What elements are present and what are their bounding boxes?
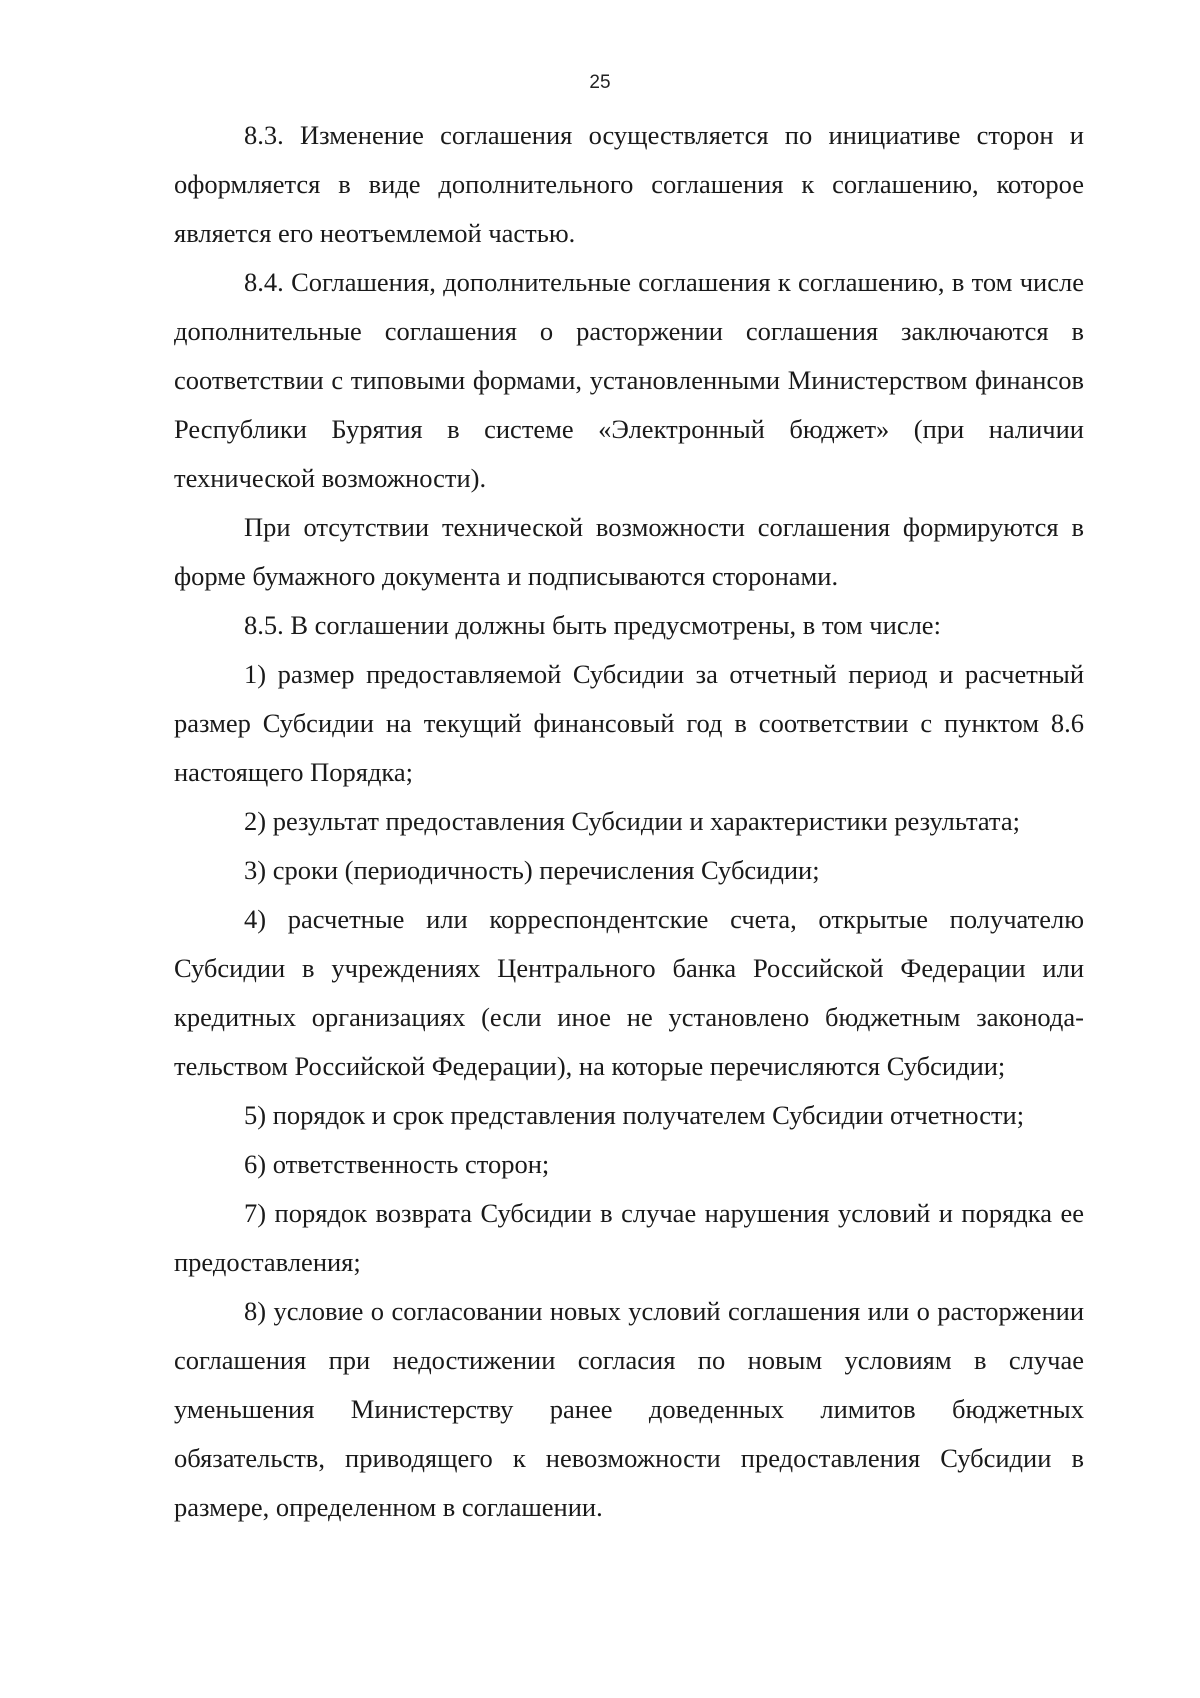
paragraph-8-4: 8.4. Соглашения, дополнительные соглашения к соглашению, в том числе дополнительные соглашения о расторжении соглашения заключаются в соответствии с типовыми формами, установленными Министерством финансов Республики Бурятия в системе «Электронный бюджет» (при наличии технической возможности).: [174, 267, 1084, 493]
list-item-6: 6) ответственность сторон;: [244, 1149, 550, 1179]
list-item-2: 2) результат предоставления Субсидии и характеристики результата;: [244, 806, 1020, 836]
paragraph-8-3: 8.3. Изменение соглашения осуществляется по инициативе сторон и оформляется в виде дополнительного соглашения к соглашению, которое является его неотъемлемой частью.: [174, 120, 1084, 248]
list-item-7: 7) порядок возврата Субсидии в случае нарушения условий и порядка ее предоставления;: [174, 1198, 1084, 1277]
paragraph-no-technical-possibility: При отсутствии технической возможности соглашения формируются в форме бумажного документа и подписываются сторонами.: [174, 512, 1084, 591]
list-item-4: 4) расчетные или корреспондентские счета, открытые получателю Субсидии в учреждениях Центрального банка Российской Федерации или кредитных организациях (если иное не установлено бюджетным законодательством Российской Федерации), на которые перечисляются Субсидии;: [174, 904, 1084, 1081]
document-body: [174, 111, 1084, 1532]
list-item-3: 3) сроки (периодичность) перечисления Субсидии;: [244, 855, 820, 885]
list-item-5: 5) порядок и срок представления получателем Субсидии отчетности;: [244, 1100, 1025, 1130]
paragraph-8-5: 8.5. В соглашении должны быть предусмотрены, в том числе:: [244, 610, 941, 640]
page-number: 25: [589, 72, 611, 93]
list-item-1: 1) размер предоставляемой Субсидии за отчетный период и расчетный размер Субсидии на текущий финансовый год в соответствии с пунктом 8.6 настоящего Порядка;: [174, 659, 1084, 787]
list-item-8: 8) условие о согласовании новых условий соглашения или о расторжении соглашения при недостижении согласия по новым условиям в случае уменьшения Министерству ранее доведенных лимитов бюджетных обязательств, приводящего к невозможности предоставления Субсидии в размере, определенном в соглашении.: [174, 1296, 1084, 1522]
